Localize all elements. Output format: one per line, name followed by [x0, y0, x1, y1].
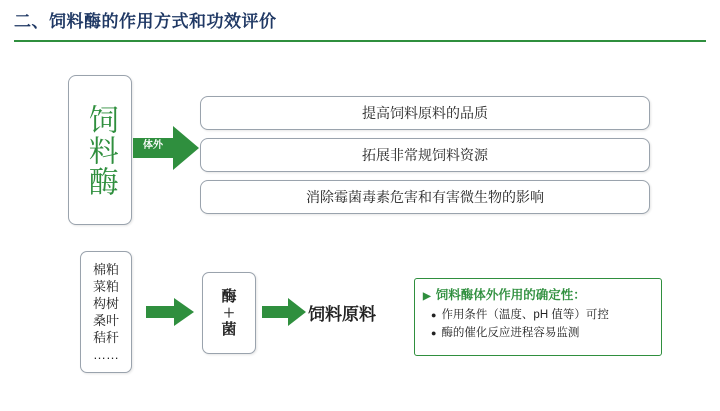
effect-pill-2 — [200, 138, 650, 172]
right-arrow-icon — [262, 298, 306, 326]
effect-pill-2-text: 拓展非常规饲料资源 — [362, 147, 488, 163]
effect-pill-3 — [200, 180, 650, 214]
page-title: 二、饲料酶的作用方式和功效评价 — [14, 12, 277, 31]
effect-pill-1 — [200, 96, 650, 130]
triangle-bullet-icon: ▶ — [423, 291, 431, 302]
note-item — [423, 306, 653, 324]
note-item-text: 酶的催化反应进程容易监测 — [441, 327, 580, 339]
note-box — [414, 278, 662, 356]
note-item — [423, 324, 653, 342]
note-item-text: 作用条件（温度、pH 值等）可控 — [441, 309, 609, 321]
process-top-text: 酶 — [221, 288, 237, 305]
enzyme-label-text: 饲料酶 — [83, 103, 117, 197]
right-arrow-icon — [146, 298, 194, 326]
arrow-in-vitro — [133, 126, 199, 170]
enzyme-bacteria-box — [202, 272, 256, 354]
output-label: 饲料原料 — [308, 305, 376, 324]
arrow-process-to-output — [262, 298, 306, 326]
material-line: 菜粕 — [92, 279, 119, 294]
effect-pill-3-text: 消除霉菌毒素危害和有害微生物的影响 — [306, 189, 544, 205]
material-line: …… — [93, 347, 119, 362]
note-heading-row — [423, 286, 653, 306]
arrow-in-vitro-label: 体外 — [143, 140, 163, 151]
material-line: 棉粕 — [92, 262, 119, 277]
process-plus-symbol: ＋ — [222, 306, 235, 320]
slide-title-row — [14, 10, 706, 44]
raw-materials-box — [80, 251, 132, 373]
dot-bullet-icon: ● — [431, 328, 437, 338]
arrow-materials-to-process — [146, 298, 194, 326]
dot-bullet-icon: ● — [431, 310, 437, 320]
material-line: 构树 — [92, 296, 119, 311]
process-bottom-text: 菌 — [221, 321, 237, 338]
enzyme-label-box — [68, 75, 132, 225]
effect-pill-1-text: 提高饲料原料的品质 — [362, 105, 488, 121]
right-arrow-icon — [133, 126, 199, 170]
title-underline — [14, 40, 706, 42]
material-line: 桑叶 — [92, 313, 119, 328]
note-heading-text: 饲料酶体外作用的确定性： — [435, 288, 586, 302]
material-line: 秸秆 — [92, 330, 119, 345]
